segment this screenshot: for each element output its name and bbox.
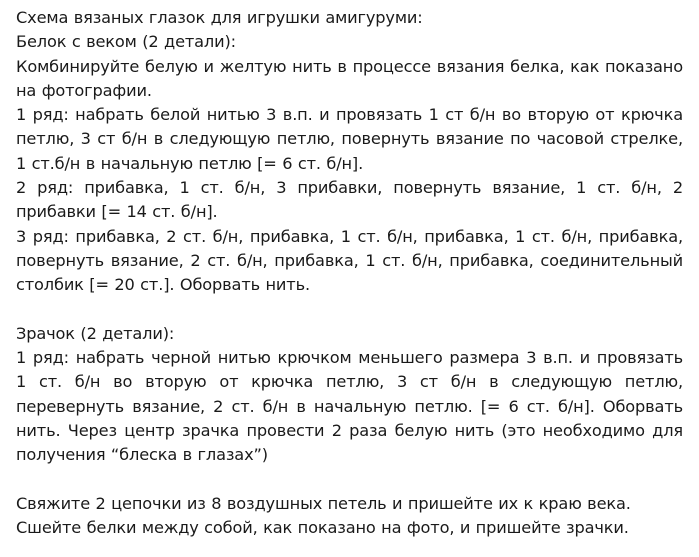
paragraph-spacer	[16, 298, 683, 322]
intro-paragraph: Комбинируйте белую и желтую нить в процессе вязания белка, как показано на фотографии.	[16, 56, 683, 100]
pupil-row-1-instructions: 1 ряд: набрать черной нитью крючком меньшего размера 3 в.п. и провязать 1 ст. б/н во вторую от крючка петлю, 3 ст б/н в следующую петлю, перевернуть вязание, 2 ст. б/н в начальную петлю. [= 6 ст. б/н]. Оборвать нить. Через центр зрачка провести 2 раза белую нить (это необходимо для получения “блеска в глазах”)	[16, 348, 683, 465]
assembly-instruction-1: Свяжите 2 цепочки из 8 воздушных петель и пришейте их к краю века.	[16, 493, 631, 513]
row-1-instructions: 1 ряд: набрать белой нитью 3 в.п. и провязать 1 ст б/н во вторую от крючка петлю, 3 ст б/н в следующую петлю, повернуть вязание по часовой стрелке, 1 ст.б/н в начальную петлю [= 6 ст. б/н].	[16, 105, 683, 173]
document-title: Схема вязаных глазок для игрушки амигуруми:	[16, 8, 423, 27]
row-2-instructions: 2 ряд: прибавка, 1 ст. б/н, 3 прибавки, повернуть вязание, 1 ст. б/н, 2 прибавки [= 14 ст. б/н].	[16, 178, 683, 222]
row-3-instructions: 3 ряд: прибавка, 2 ст. б/н, прибавка, 1 ст. б/н, прибавка, 1 ст. б/н, прибавка, повернуть вязание, 2 ст. б/н, прибавка, 1 ст. б/н, прибавка, соединительный столбик [= 20 ст.]. Оборвать нить.	[16, 226, 683, 295]
assembly-instruction-2: Сшейте белки между собой, как показано на фото, и пришейте зрачки.	[16, 518, 629, 538]
paragraph-spacer	[16, 468, 683, 492]
document-body	[16, 6, 683, 541]
section-heading-pupil: Зрачок (2 детали):	[16, 323, 175, 343]
section-heading-white-with-eyelid: Белок с веком (2 детали):	[16, 32, 236, 52]
